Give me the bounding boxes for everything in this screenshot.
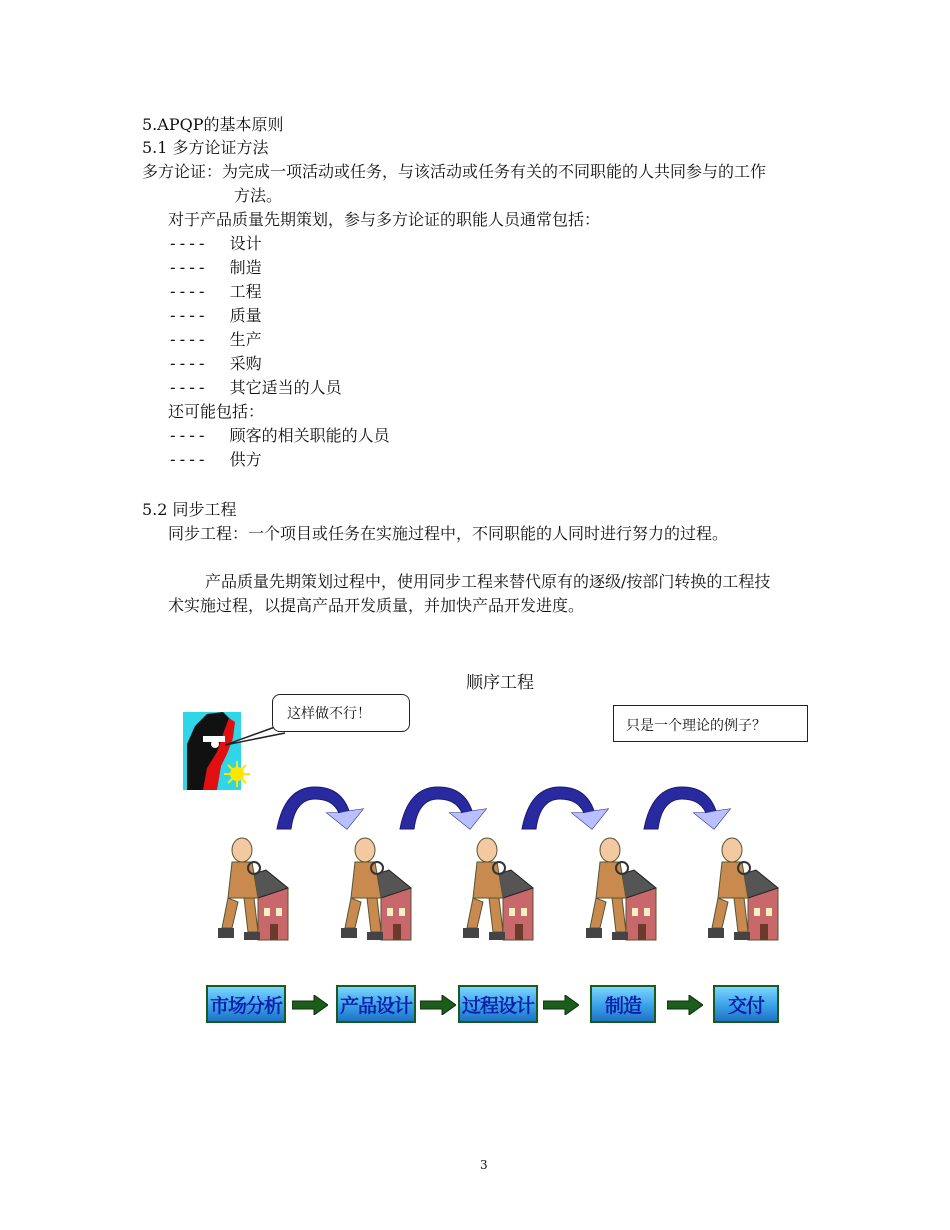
right-arrow-icon: [667, 995, 703, 1015]
definition-sync: 同步工程：一个项目或任务在实施过程中，不同职能的人同时进行努力的过程。: [168, 524, 729, 543]
also-intro: 还可能包括：: [168, 402, 265, 421]
callout-right: [613, 705, 808, 742]
page-number: 3: [480, 1158, 488, 1172]
role-item: [168, 354, 262, 374]
step-delivery: 交付: [713, 985, 779, 1023]
dash-marker: ----: [168, 234, 207, 253]
role-item: [168, 258, 262, 278]
heading-5: 5.APQP的基本原则: [142, 115, 284, 134]
right-arrow-icon: [543, 995, 579, 1015]
right-arrow-icon: [420, 995, 456, 1015]
dash-marker: ----: [168, 354, 207, 373]
worker-house-icon: [341, 828, 416, 943]
callout-right-text: 只是一个理论的例子？: [626, 718, 766, 734]
dash-marker: ----: [168, 282, 207, 301]
role-item: [168, 234, 262, 254]
step-manufacturing: 制造: [590, 985, 656, 1023]
heading-5-1: 5.1 多方论证方法: [142, 138, 269, 157]
role-item: [168, 282, 262, 302]
role-label: 设计: [229, 234, 262, 253]
step-market-analysis: 市场分析: [206, 985, 286, 1023]
role-label: 生产: [229, 330, 262, 349]
callout-left: [272, 694, 410, 732]
role-label: 其它适当的人员: [229, 378, 342, 397]
worker-house-icon: [586, 828, 661, 943]
worker-house-icon: [463, 828, 538, 943]
definition-multi-line-1: 多方论证：为完成一项活动或任务，与该活动或任务有关的不同职能的人共同参与的工作: [142, 162, 767, 181]
curved-arrow-icon: [642, 783, 737, 833]
paragraph-line-2: 术实施过程，以提高产品开发质量，并加快产品开发进度。: [168, 596, 585, 615]
callout-left-text: 这样做不行！: [287, 706, 371, 722]
role-label: 工程: [229, 282, 262, 301]
dash-marker: ----: [168, 450, 207, 469]
dash-marker: ----: [168, 378, 207, 397]
worker-house-icon: [218, 828, 293, 943]
extra-role-label: 供方: [229, 450, 262, 469]
paragraph-line-1: 产品质量先期策划过程中，使用同步工程来替代原有的逐级/按部门转换的工程技: [205, 572, 771, 591]
worker-house-icon: [708, 828, 783, 943]
step-process-design: 过程设计: [458, 985, 538, 1023]
extra-role-label: 顾客的相关职能的人员: [229, 426, 390, 445]
role-label: 质量: [229, 306, 262, 325]
roles-intro: 对于产品质量先期策划，参与多方论证的职能人员通常包括：: [168, 210, 601, 229]
diagram-title: 顺序工程: [466, 673, 534, 693]
step-product-design: 产品设计: [336, 985, 416, 1023]
dash-marker: ----: [168, 330, 207, 349]
role-item: [168, 330, 262, 350]
extra-role-item: [168, 426, 390, 446]
definition-multi-line-2: 方法。: [234, 186, 283, 205]
dash-marker: ----: [168, 426, 207, 445]
role-label: 采购: [229, 354, 262, 373]
role-item: [168, 378, 342, 398]
dash-marker: ----: [168, 306, 207, 325]
right-arrow-icon: [292, 995, 328, 1015]
curved-arrow-icon: [275, 783, 370, 833]
curved-arrow-icon: [520, 783, 615, 833]
dash-marker: ----: [168, 258, 207, 277]
role-label: 制造: [229, 258, 262, 277]
heading-5-2: 5.2 同步工程: [142, 500, 237, 519]
extra-role-item: [168, 450, 262, 470]
role-item: [168, 306, 262, 326]
curved-arrow-icon: [398, 783, 493, 833]
